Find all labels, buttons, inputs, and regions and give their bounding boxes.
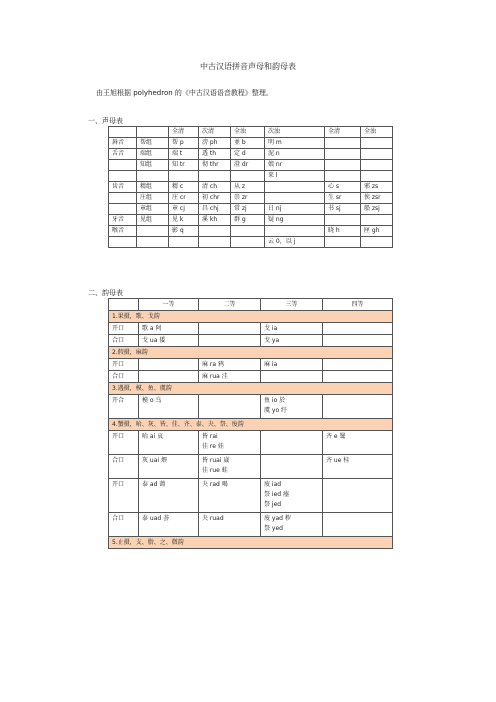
initials-cell: 云 0，以 j <box>265 237 325 248</box>
initials-cell <box>137 237 169 248</box>
finals-row <box>109 371 393 383</box>
finals-cell: 歌 a 阿 <box>139 323 199 335</box>
initials-header-cell: 次清 <box>199 127 231 138</box>
initials-row <box>109 215 393 226</box>
initials-cell <box>361 138 393 149</box>
initials-cell: 生 sr <box>325 193 361 204</box>
finals-cell: 泰 uad 荟 <box>139 513 199 537</box>
finals-cell: 泰 ad 蔼 <box>139 479 199 513</box>
initials-cell: 清 ch <box>199 182 231 193</box>
finals-group-row <box>109 311 393 323</box>
page-title: 中古汉语拼音声母和韵母表 <box>200 62 296 71</box>
finals-cell: 合口 <box>109 371 139 383</box>
finals-cell <box>199 323 261 335</box>
finals-cell: 开口 <box>109 359 139 371</box>
initials-header-cell: 全清 <box>325 127 361 138</box>
initials-cell <box>109 193 137 204</box>
finals-cell: 戈 ia <box>261 323 323 335</box>
initials-cell: 庄组 <box>137 193 169 204</box>
finals-row <box>109 335 393 347</box>
finals-cell: 开口 <box>109 323 139 335</box>
initials-header-cell <box>109 127 137 138</box>
finals-cell: 合口 <box>109 513 139 537</box>
finals-cell: 开合 <box>109 395 139 419</box>
finals-group-row <box>109 347 393 359</box>
initials-cell <box>109 204 137 215</box>
finals-cell <box>323 323 393 335</box>
finals-cell: 咍 ai 哀 <box>139 431 199 455</box>
finals-cell: 皆 ruai 崴 佳 rue 蛙 <box>199 455 261 479</box>
initials-row <box>109 160 393 171</box>
finals-row <box>109 359 393 371</box>
finals-cell: 戈 ua 倭 <box>139 335 199 347</box>
initials-cell: 心 s <box>325 182 361 193</box>
initials-cell <box>231 171 265 182</box>
finals-cell <box>199 335 261 347</box>
initials-cell: 透 th <box>199 149 231 160</box>
finals-cell: 夬 ruad <box>199 513 261 537</box>
initials-header-cell: 全清 <box>169 127 199 138</box>
initials-cell: 邪 zs <box>361 182 393 193</box>
initials-cell: 章组 <box>137 204 169 215</box>
finals-header-cell: 三等 <box>261 299 323 311</box>
finals-group-label: 1.果摄，歌、戈韵 <box>109 311 393 323</box>
finals-cell: 夬 rad 喝 <box>199 479 261 513</box>
initials-header-row <box>109 127 393 138</box>
initials-table <box>108 126 393 248</box>
initials-cell <box>361 171 393 182</box>
initials-header-cell <box>137 127 169 138</box>
initials-cell: 滂 ph <box>199 138 231 149</box>
initials-cell: 精组 <box>137 182 169 193</box>
finals-group-row <box>109 537 393 549</box>
initials-cell: 明 m <box>265 138 325 149</box>
initials-cell <box>265 226 325 237</box>
finals-cell: 合口 <box>109 455 139 479</box>
initials-cell: 彻 thr <box>199 160 231 171</box>
finals-group-label: 2.假摄，麻韵 <box>109 347 393 359</box>
initials-header-cell: 全浊 <box>361 127 393 138</box>
initials-cell: 昌 chj <box>199 204 231 215</box>
initials-cell: 庄 cr <box>169 193 199 204</box>
finals-cell <box>323 335 393 347</box>
initials-row <box>109 149 393 160</box>
initials-cell: 唇音 <box>109 138 137 149</box>
initials-cell: 疑 ng <box>265 215 325 226</box>
finals-row <box>109 455 393 479</box>
initials-cell <box>169 171 199 182</box>
finals-cell <box>323 395 393 419</box>
initials-cell <box>265 193 325 204</box>
initials-row <box>109 138 393 149</box>
finals-cell: 鱼 io 於 虞 yo 纡 <box>261 395 323 419</box>
finals-cell: 灰 uai 煨 <box>139 455 199 479</box>
finals-header-cell: 四等 <box>323 299 393 311</box>
initials-cell <box>325 160 361 171</box>
finals-cell: 齐 e 鹥 <box>323 431 393 455</box>
initials-cell <box>199 226 231 237</box>
finals-cell <box>323 479 393 513</box>
finals-cell <box>323 359 393 371</box>
initials-cell: 知组 <box>137 160 169 171</box>
finals-cell: 麻 ia <box>261 359 323 371</box>
initials-cell <box>361 215 393 226</box>
finals-group-label: 3.遇摄，模、鱼、虞韵 <box>109 383 393 395</box>
initials-cell <box>109 237 137 248</box>
initials-cell <box>361 149 393 160</box>
initials-cell: 日 nj <box>265 204 325 215</box>
initials-cell <box>325 138 361 149</box>
finals-row <box>109 513 393 537</box>
initials-cell: 齿音 <box>109 182 137 193</box>
finals-cell <box>261 371 323 383</box>
initials-header-cell: 次浊 <box>265 127 325 138</box>
finals-cell: 开口 <box>109 479 139 513</box>
finals-row <box>109 431 393 455</box>
initials-cell: 泥 n <box>265 149 325 160</box>
initials-row <box>109 237 393 248</box>
finals-cell: 齐 ue 桂 <box>323 455 393 479</box>
initials-cell: 溪 kh <box>199 215 231 226</box>
initials-cell: 帮 p <box>169 138 199 149</box>
finals-cell <box>139 359 199 371</box>
initials-cell <box>325 215 361 226</box>
finals-row <box>109 395 393 419</box>
finals-cell: 合口 <box>109 335 139 347</box>
initials-cell: 匣 gh <box>361 226 393 237</box>
finals-cell <box>261 455 323 479</box>
initials-cell: 见 k <box>169 215 199 226</box>
initials-cell: 帮组 <box>137 138 169 149</box>
finals-cell: 开口 <box>109 431 139 455</box>
finals-group-label: 5.止摄，支、脂、之、微韵 <box>109 537 393 549</box>
initials-cell: 精 c <box>169 182 199 193</box>
initials-cell <box>325 237 361 248</box>
initials-row <box>109 193 393 204</box>
finals-cell: 麻 rua 洼 <box>199 371 261 383</box>
finals-cell: 模 o 乌 <box>139 395 199 419</box>
initials-cell: 影 q <box>169 226 199 237</box>
initials-cell <box>265 182 325 193</box>
finals-cell: 废 iad 祭 ied 瘞 祭 jed <box>261 479 323 513</box>
initials-cell: 端组 <box>137 149 169 160</box>
finals-cell <box>323 513 393 537</box>
initials-cell: 章 cj <box>169 204 199 215</box>
initials-cell <box>199 237 231 248</box>
finals-cell <box>261 431 323 455</box>
finals-group-row <box>109 419 393 431</box>
initials-cell: 端 t <box>169 149 199 160</box>
finals-group-label: 4.蟹摄，咍、灰、皆、佳、齐、泰、夬、祭、废韵 <box>109 419 393 431</box>
initials-cell: 从 z <box>231 182 265 193</box>
intro-text: 由王旭根据 polyhedron 的《中古汉语语音教程》整理。 <box>96 89 273 97</box>
initials-cell <box>231 226 265 237</box>
initials-cell <box>109 160 137 171</box>
finals-group-row <box>109 383 393 395</box>
initials-cell <box>325 171 361 182</box>
initials-header-cell: 全浊 <box>231 127 265 138</box>
initials-cell: 喉音 <box>109 226 137 237</box>
initials-cell: 来 l <box>265 171 325 182</box>
section-initials-heading: 一、声母表 <box>88 117 123 125</box>
finals-cell <box>139 371 199 383</box>
section-finals-heading: 二、韵母表 <box>88 289 123 297</box>
finals-row <box>109 323 393 335</box>
finals-cell: 戈 ya <box>261 335 323 347</box>
finals-cell: 皆 rai 佳 re 娃 <box>199 431 261 455</box>
initials-cell <box>109 171 137 182</box>
finals-header-cell <box>109 299 139 311</box>
initials-row <box>109 182 393 193</box>
initials-cell <box>169 237 199 248</box>
finals-cell: 麻 ra 鸦 <box>199 359 261 371</box>
finals-cell <box>323 371 393 383</box>
initials-row <box>109 204 393 215</box>
finals-header-row <box>109 299 393 311</box>
initials-cell: 崇 zr <box>231 193 265 204</box>
initials-cell <box>137 171 169 182</box>
initials-cell: 俟 zsr <box>361 193 393 204</box>
initials-cell: 澄 dr <box>231 160 265 171</box>
finals-row <box>109 479 393 513</box>
initials-cell <box>361 160 393 171</box>
finals-cell <box>199 395 261 419</box>
initials-cell: 群 g <box>231 215 265 226</box>
initials-cell <box>361 237 393 248</box>
initials-cell <box>231 237 265 248</box>
initials-cell <box>137 226 169 237</box>
finals-header-cell: 二等 <box>199 299 261 311</box>
initials-cell: 书 sj <box>325 204 361 215</box>
initials-cell: 常 zj <box>231 204 265 215</box>
initials-cell: 定 d <box>231 149 265 160</box>
initials-row <box>109 226 393 237</box>
initials-cell: 娘 nr <box>265 160 325 171</box>
initials-cell: 晓 h <box>325 226 361 237</box>
initials-cell: 牙音 <box>109 215 137 226</box>
finals-table <box>108 298 393 549</box>
initials-cell <box>199 171 231 182</box>
finals-cell: 废 yad 秽 祭 yed <box>261 513 323 537</box>
initials-cell: 见组 <box>137 215 169 226</box>
initials-cell: 知 tr <box>169 160 199 171</box>
initials-cell: 並 b <box>231 138 265 149</box>
initials-cell: 初 chr <box>199 193 231 204</box>
initials-row <box>109 171 393 182</box>
initials-cell <box>325 149 361 160</box>
initials-cell: 舌音 <box>109 149 137 160</box>
initials-cell: 船 zsj <box>361 204 393 215</box>
finals-header-cell: 一等 <box>139 299 199 311</box>
